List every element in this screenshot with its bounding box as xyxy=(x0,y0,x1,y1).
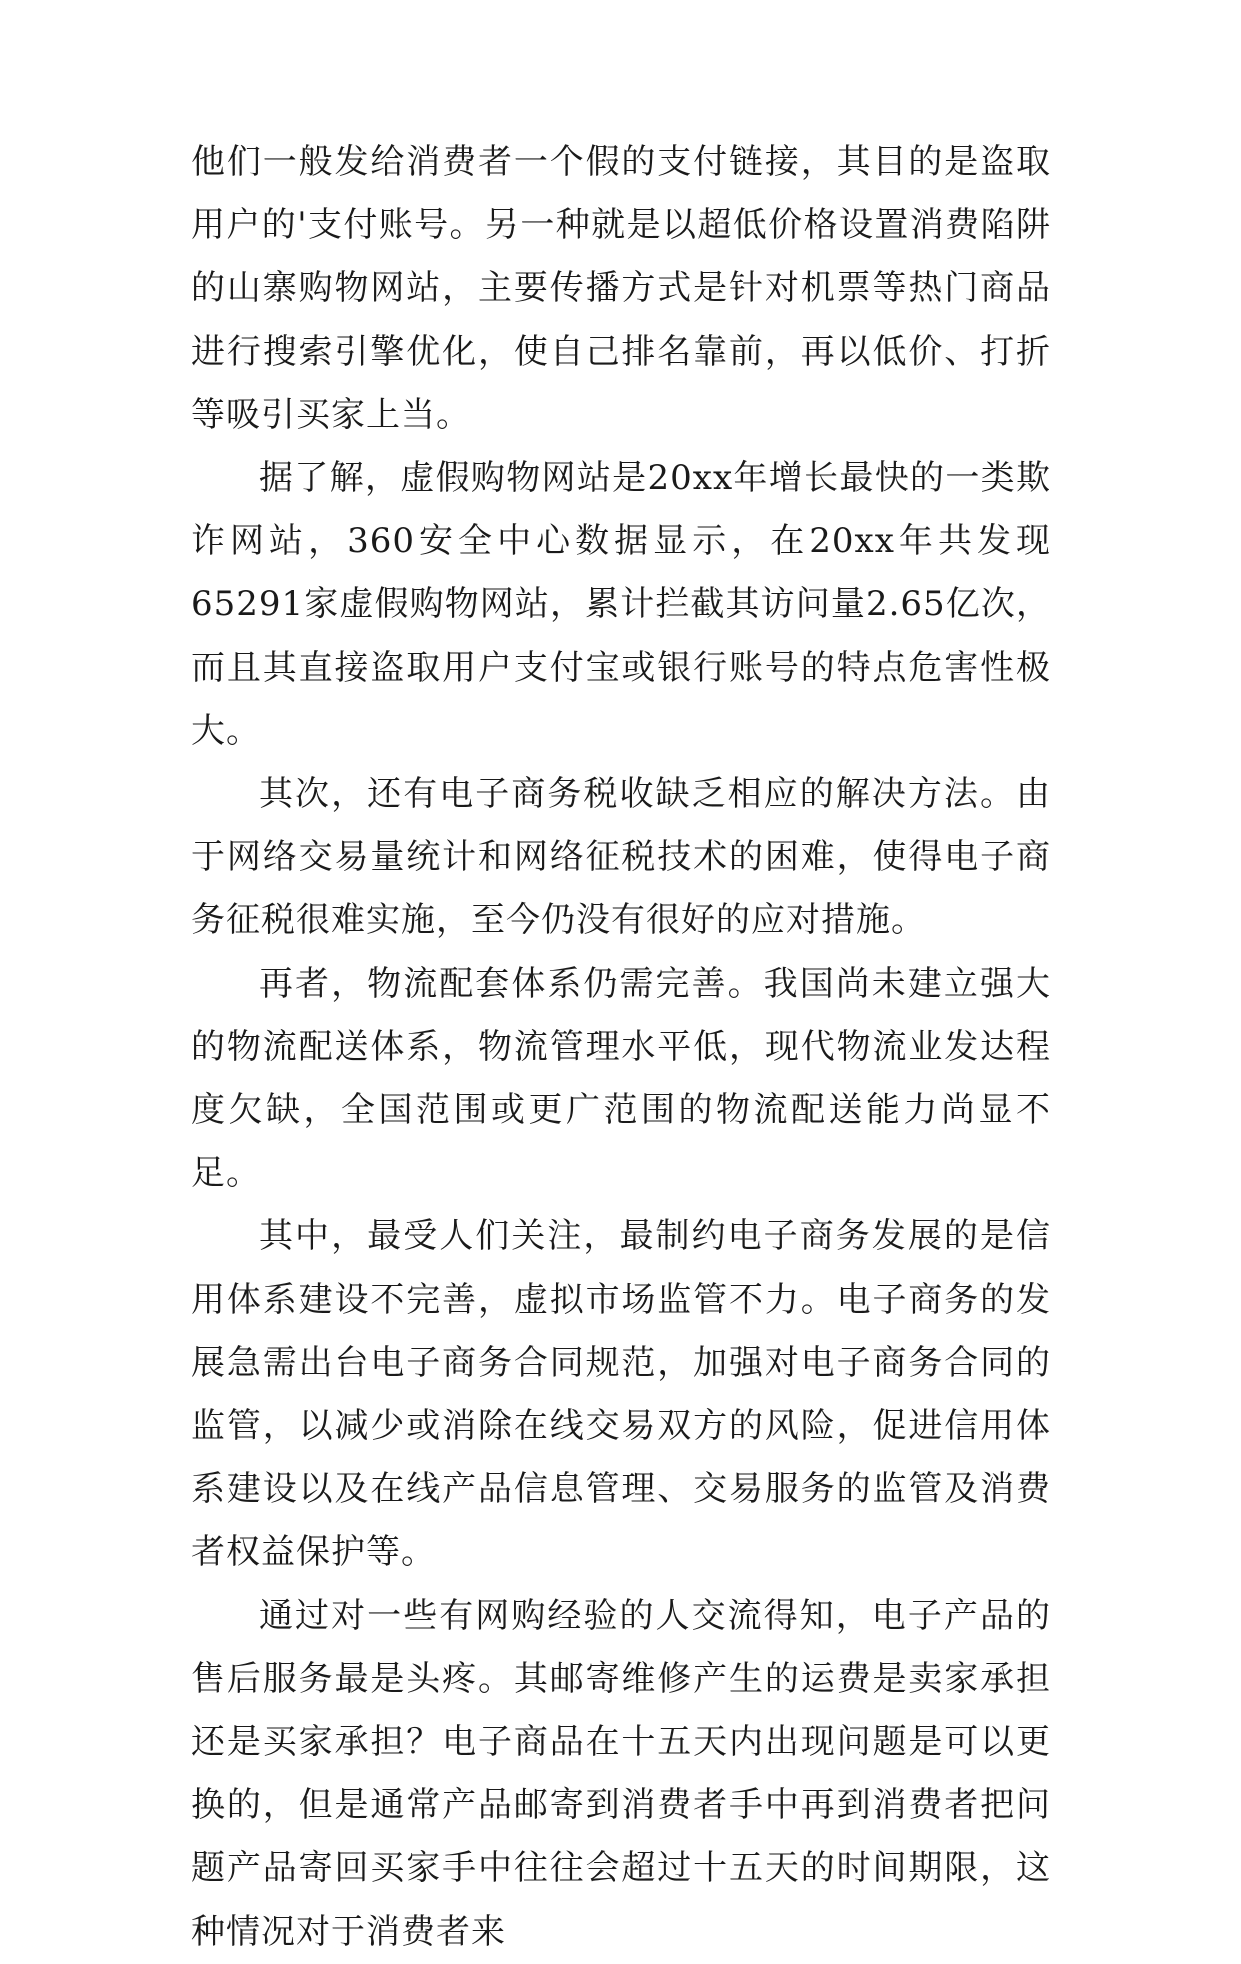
paragraph-6: 通过对一些有网购经验的人交流得知，电子产品的售后服务最是头疼。其邮寄维修产生的运费是卖家承担还是买家承担？电子商品在十五天内出现问题是可以更换的，但是通常产品邮寄到消费者手中再到消费者把问题产品寄回买家手中往往会超过十五天的时间期限，这种情况对于消费者来 xyxy=(191,1595,1051,1952)
paragraph-4: 再者，物流配套体系仍需完善。我国尚未建立强大的物流配送体系，物流管理水平低，现代物流业发达程度欠缺，全国范围或更广范围的物流配送能力尚显不足。 xyxy=(191,963,1051,1194)
document-body xyxy=(191,131,1051,1964)
paragraph-5: 其中，最受人们关注，最制约电子商务发展的是信用体系建设不完善，虚拟市场监管不力。电子商务的发展急需出台电子商务合同规范，加强对电子商务合同的监管，以减少或消除在线交易双方的风险，促进信用体系建设以及在线产品信息管理、交易服务的监管及消费者权益保护等。 xyxy=(191,1216,1051,1573)
paragraph-3: 其次，还有电子商务税收缺乏相应的解决方法。由于网络交易量统计和网络征税技术的困难，使得电子商务征税很难实施，至今仍没有很好的应对措施。 xyxy=(191,774,1051,941)
paragraph-2: 据了解，虚假购物网站是20xx年增长最快的一类欺诈网站，360安全中心数据显示，在20xx年共发现65291家虚假购物网站，累计拦截其访问量2.65亿次，而且其直接盗取用户支付宝或银行账号的特点危害性极大。 xyxy=(191,458,1051,751)
paragraph-1: 他们一般发给消费者一个假的支付链接，其目的是盗取用户的'支付账号。另一种就是以超低价格设置消费陷阱的山寨购物网站，主要传播方式是针对机票等热门商品进行搜索引擎优化，使自己排名靠前，再以低价、打折等吸引买家上当。 xyxy=(191,142,1051,435)
